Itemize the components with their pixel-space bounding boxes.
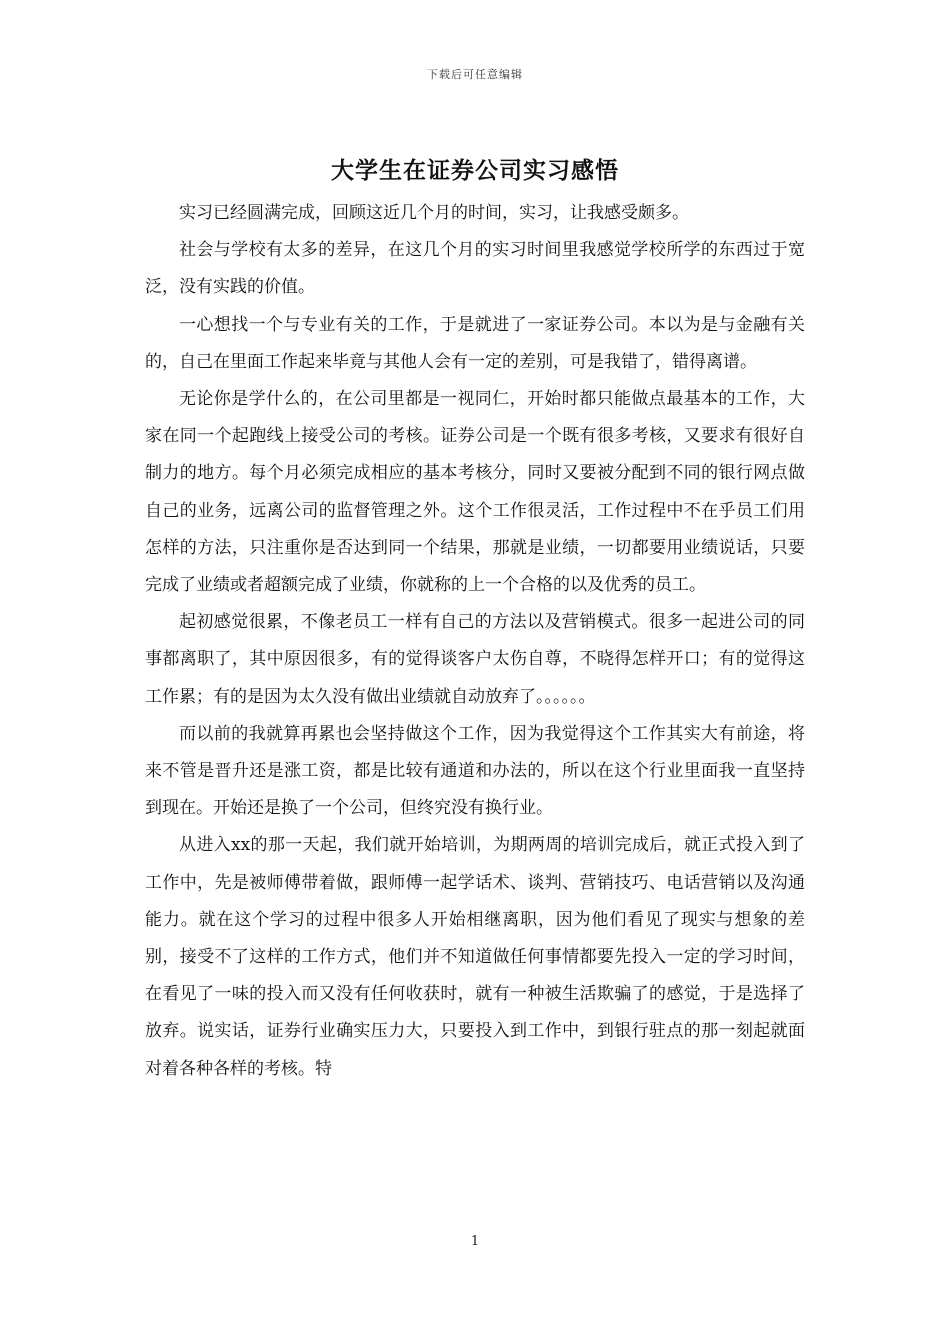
- header-note: 下载后可任意编辑: [427, 68, 523, 81]
- page-number: 1: [470, 1234, 480, 1249]
- paragraph: 从进入xx的那一天起，我们就开始培训，为期两周的培训完成后，就正式投入到了工作中，先是被师傅带着做，跟师傅一起学话术、谈判、营销技巧、电话营销以及沟通能力。就在这个学习的过程中很多人开始相继离职，因为他们看见了现实与想象的差别，接受不了这样的工作方式，他们并不知道做任何事情都要先投入一定的学习时间，在看见了一味的投入而又没有任何收获时，就有一种被生活欺骗了的感觉，于是选择了放弃。说实话，证券行业确实压力大，只要投入到工作中，到银行驻点的那一刻起就面对着各种各样的考核。特: [145, 835, 805, 1079]
- document-body: [145, 195, 805, 1088]
- document-title: 大学生在证券公司实习感悟: [331, 157, 619, 184]
- paragraph: 社会与学校有太多的差异，在这几个月的实习时间里我感觉学校所学的东西过于宽泛，没有实践的价值。: [145, 240, 805, 298]
- paragraph: 而以前的我就算再累也会坚持做这个工作，因为我觉得这个工作其实大有前途，将来不管是晋升还是涨工资，都是比较有通道和办法的，所以在这个行业里面我一直坚持到现在。开始还是换了一个公司，但终究没有换行业。: [145, 723, 805, 819]
- paragraph: 无论你是学什么的，在公司里都是一视同仁，开始时都只能做点最基本的工作，大家在同一个起跑线上接受公司的考核。证券公司是一个既有很多考核，又要求有很好自制力的地方。每个月必须完成相应的基本考核分，同时又要被分配到不同的银行网点做自己的业务，远离公司的监督管理之外。这个工作很灵活，工作过程中不在乎员工们用怎样的方法，只注重你是否达到同一个结果，那就是业绩，一切都要用业绩说话，只要完成了业绩或者超额完成了业绩，你就称的上一个合格的以及优秀的员工。: [145, 389, 805, 596]
- paragraph: 一心想找一个与专业有关的工作，于是就进了一家证券公司。本以为是与金融有关的，自己在里面工作起来毕竟与其他人会有一定的差别，可是我错了，错得离谱。: [145, 314, 805, 372]
- paragraph: 实习已经圆满完成，回顾这近几个月的时间，实习，让我感受颇多。: [179, 203, 689, 223]
- paragraph: 起初感觉很累，不像老员工一样有自己的方法以及营销模式。很多一起进公司的同事都离职了，其中原因很多，有的觉得谈客户太伤自尊，不晓得怎样开口；有的觉得这工作累；有的是因为太久没有做出业绩就自动放弃了。。。。。。: [145, 612, 805, 707]
